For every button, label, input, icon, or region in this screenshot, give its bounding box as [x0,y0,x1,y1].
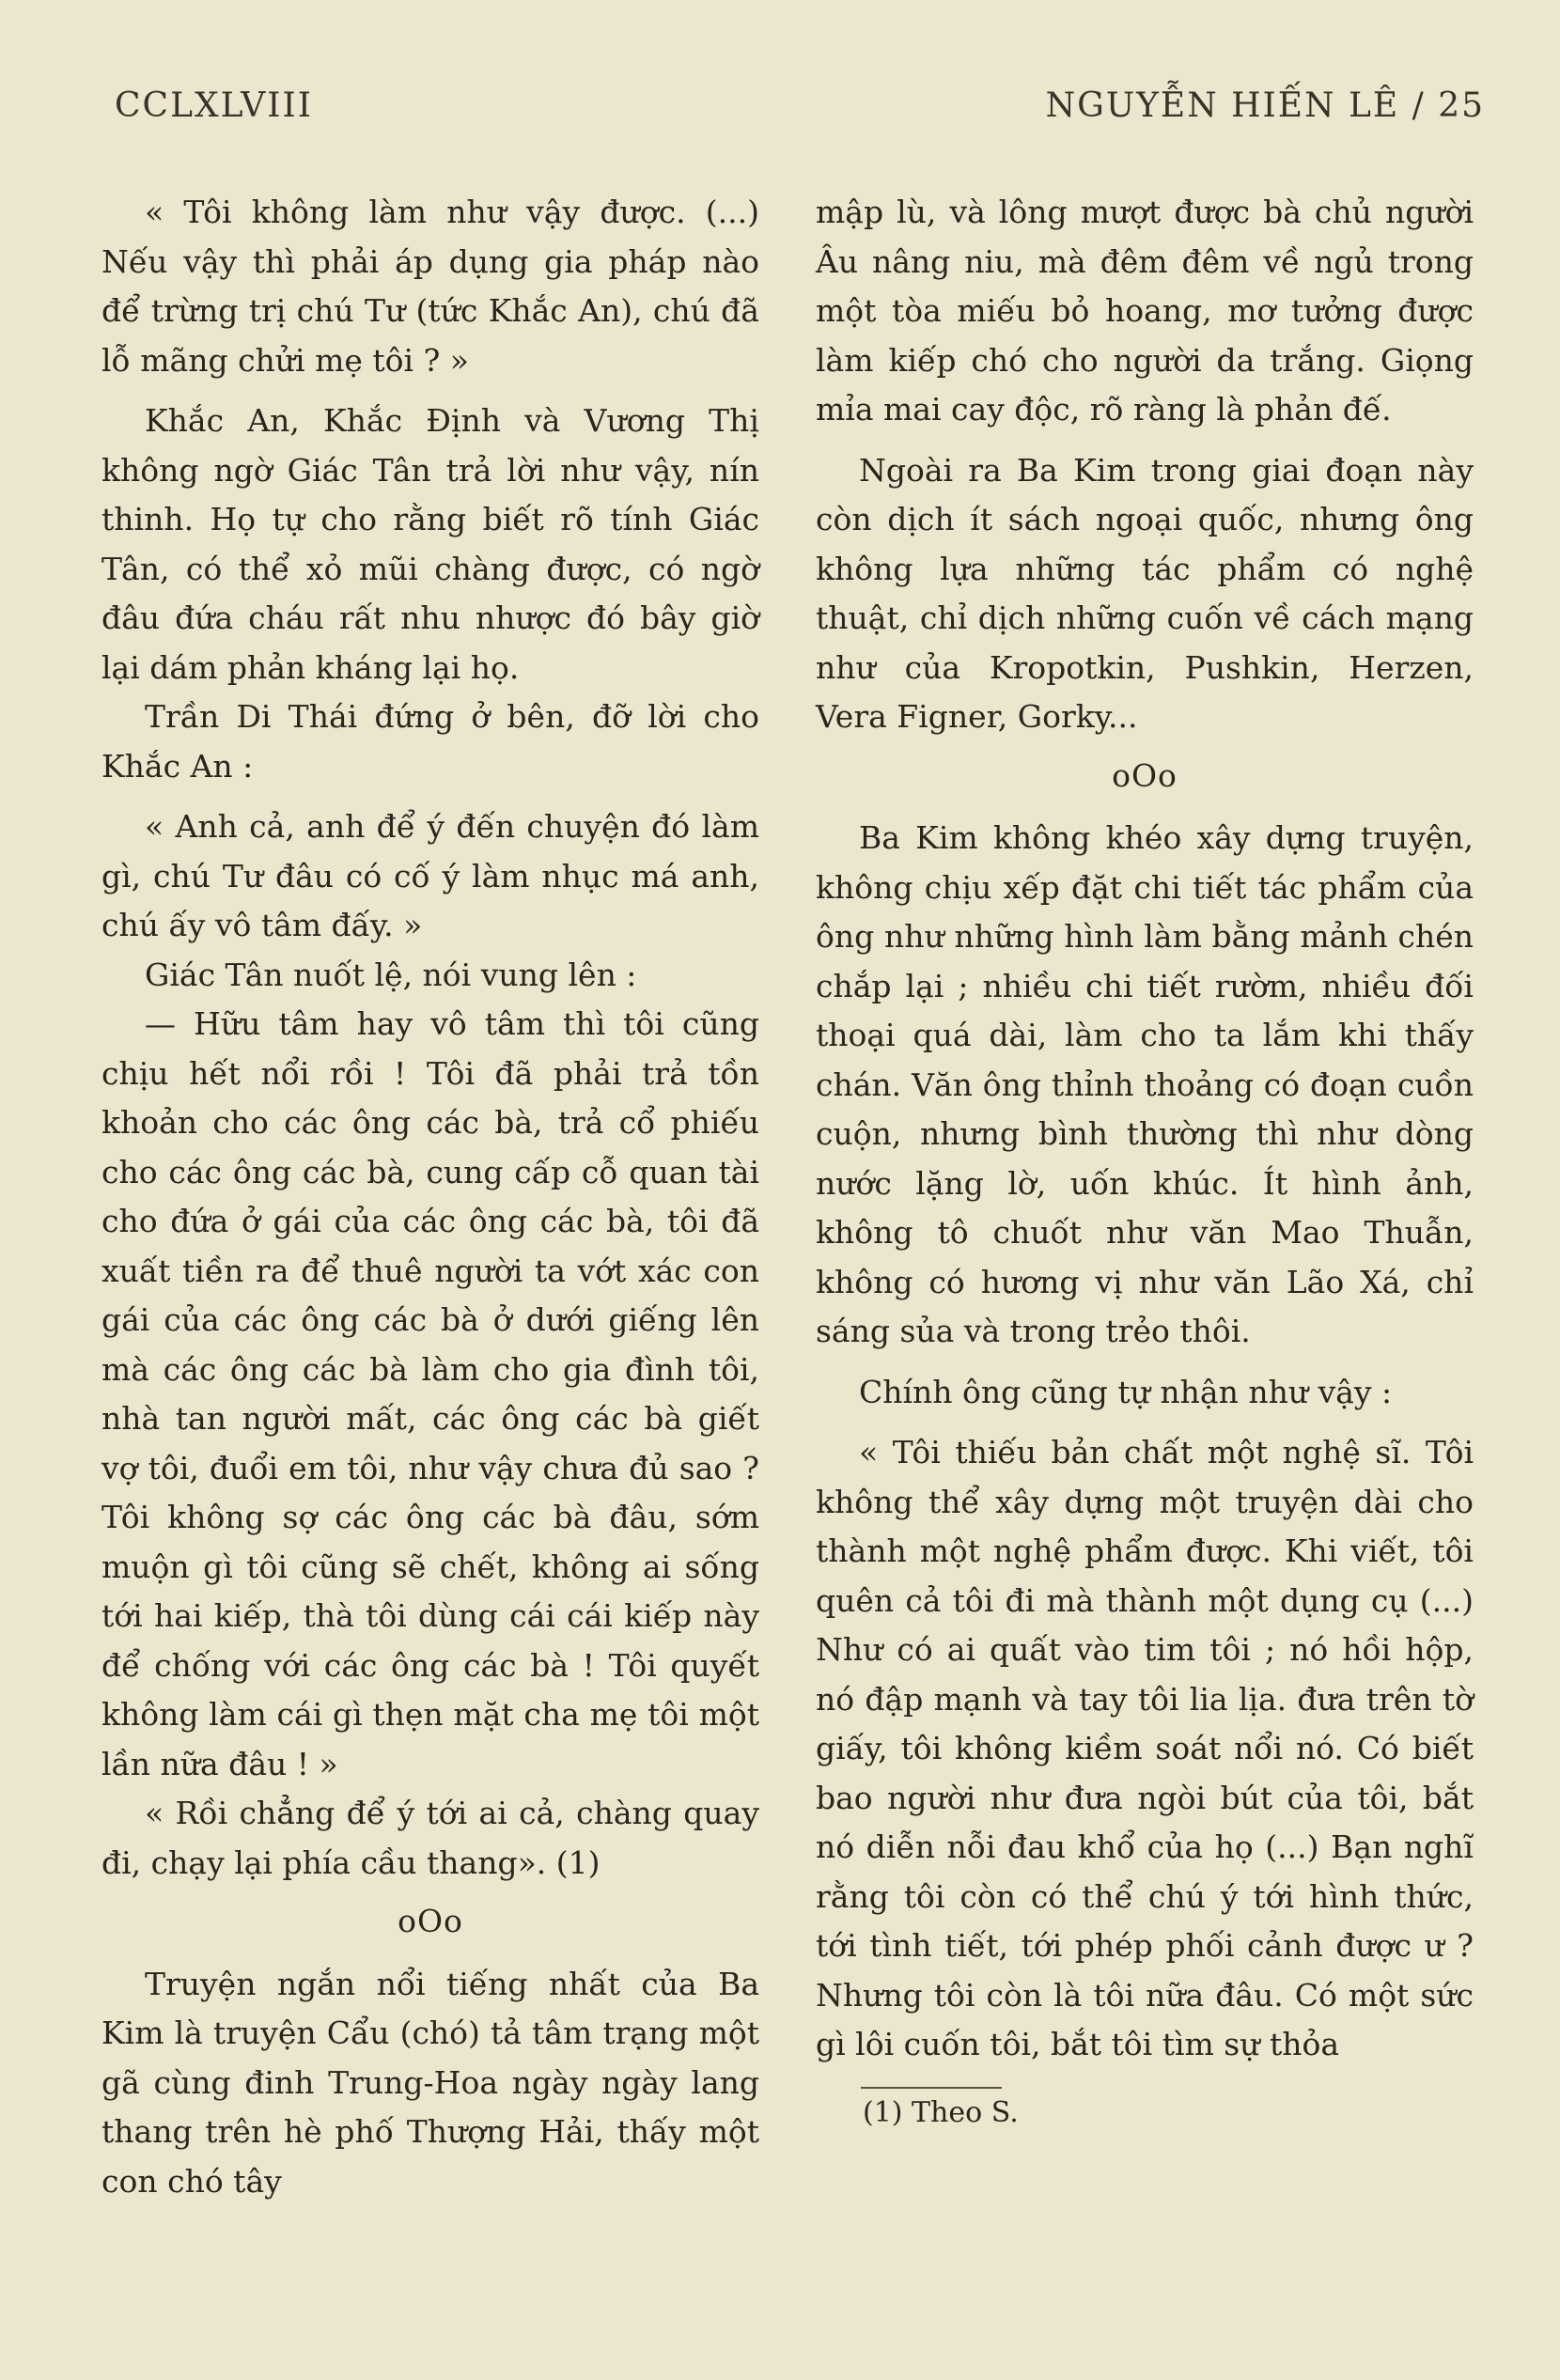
paragraph: « Rồi chẳng để ý tới ai cả, chàng quay đi, chạy lại phía cầu thang». (1) [101,1795,759,1881]
right-column [816,188,1474,2134]
paragraph: Trần Di Thái đứng ở bên, đỡ lời cho Khắc An : [101,698,759,785]
paragraph: mập lù, và lông mượt được bà chủ người Âu nâng niu, mà đêm đêm về ngủ trong một tòa miếu bỏ hoang, mơ tưởng được làm kiếp chó cho người da trắng. Giọng mỉa mai cay độc, rõ ràng là phản đế. [816,194,1474,428]
page-header [115,86,1485,125]
left-column [101,188,759,2206]
paragraph: Khắc An, Khắc Định và Vương Thị không ngờ Giác Tân trả lời như vậy, nín thinh. Họ tự cho rằng biết rõ tính Giác Tân, có thể xỏ mũi chàng được, có ngờ đâu đứa cháu rất nhu nhược đó bây giờ lại dám phản kháng lại họ. [101,402,759,686]
paragraph: Ba Kim không khéo xây dựng truyện, không chịu xếp đặt chi tiết tác phẩm của ông như những hình làm bằng mảnh chén chắp lại ; nhiều chi tiết rườm, nhiều đối thoại quá dài, làm cho ta lắm khi thấy chán. Văn ông thỉnh thoảng có đoạn cuồn cuộn, nhưng bình thường thì như dòng nước lặng lờ, uốn khúc. Ít hình ảnh, không tô chuốt như văn Mao Thuẫn, không có hương vị như văn Lão Xá, chỉ sáng sủa và trong trẻo thôi. [816,819,1474,1349]
footnote-rule [861,2087,1002,2089]
running-head: NGUYỄN HIẾN LÊ / 25 [1045,86,1485,125]
paragraph: Chính ông cũng tự nhận như vậy : [859,1373,1393,1410]
paragraph: Ngoài ra Ba Kim trong giai đoạn này còn dịch ít sách ngoại quốc, nhưng ông không lựa những tác phẩm có nghệ thuật, chỉ dịch những cuốn về cách mạng như của Kropotkin, Pushkin, Herzen, Vera Figner, Gorky... [816,451,1474,735]
quote-paragraph: « Tôi thiếu bản chất một nghệ sĩ. Tôi không thể xây dựng một truyện dài cho thành một nghệ phẩm được. Khi viết, tôi quên cả tôi đi mà thành một dụng cụ (...) Như có ai quất vào tim tôi ; nó hồi hộp, nó đập mạnh và tay tôi lia lịa. đưa trên tờ giấy, tôi không kiềm soát nổi nó. Có biết bao người như đưa ngòi bút của tôi, bắt nó diễn nỗi đau khổ của họ (...) Bạn nghĩ rằng tôi còn có thể chú ý tới hình thức, tới tình tiết, tới phép phối cảnh được ư ? Nhưng tôi còn là tôi nữa đâu. Có một sức gì lôi cuốn tôi, bắt tôi tìm sự thỏa [816,1434,1474,2062]
paragraph: « Anh cả, anh để ý đến chuyện đó làm gì, chú Tư đâu có cố ý làm nhục má anh, chú ấy vô tâm đấy. » [101,808,759,943]
paragraph: « Tôi không làm như vậy được. (...) Nếu vậy thì phải áp dụng gia pháp nào để trừng trị chú Tư (tức Khắc An), chú đã lỗ mãng chửi mẹ tôi ? » [101,194,759,379]
paragraph: Truyện ngắn nổi tiếng nhất của Ba Kim là truyện Cẩu (chó) tả tâm trạng một gã cùng đinh Trung-Hoa ngày ngày lang thang trên hè phố Thượng Hải, thấy một con chó tây [101,1965,759,2200]
footnote: (1) Theo S. [863,2095,1019,2129]
page-number-roman: CCLXLVIII [115,86,313,125]
section-separator: oOo [1112,756,1178,794]
paragraph: Giác Tân nuốt lệ, nói vung lên : [145,956,637,993]
section-separator: oOo [398,1903,463,1939]
paragraph: — Hữu tâm hay vô tâm thì tôi cũng chịu hết nổi rồi ! Tôi đã phải trả tồn khoản cho các ông các bà, trả cổ phiếu cho các ông các bà, cung cấp cỗ quan tài cho đứa ở gái của các ông các bà, tôi đã xuất tiền ra để thuê người ta vớt xác con gái của các ông các bà ở dưới giếng lên mà các ông các bà làm cho gia đình tôi, nhà tan người mất, các ông các bà giết vợ tôi, đuổi em tôi, như vậy chưa đủ sao ? Tôi không sợ các ông các bà đâu, sớm muộn gì tôi cũng sẽ chết, không ai sống tới hai kiếp, thà tôi dùng cái cái kiếp này để chống với các ông các bà ! Tôi quyết không làm cái gì thẹn mặt cha mẹ tôi một lần nữa đâu ! » [101,1005,759,1782]
